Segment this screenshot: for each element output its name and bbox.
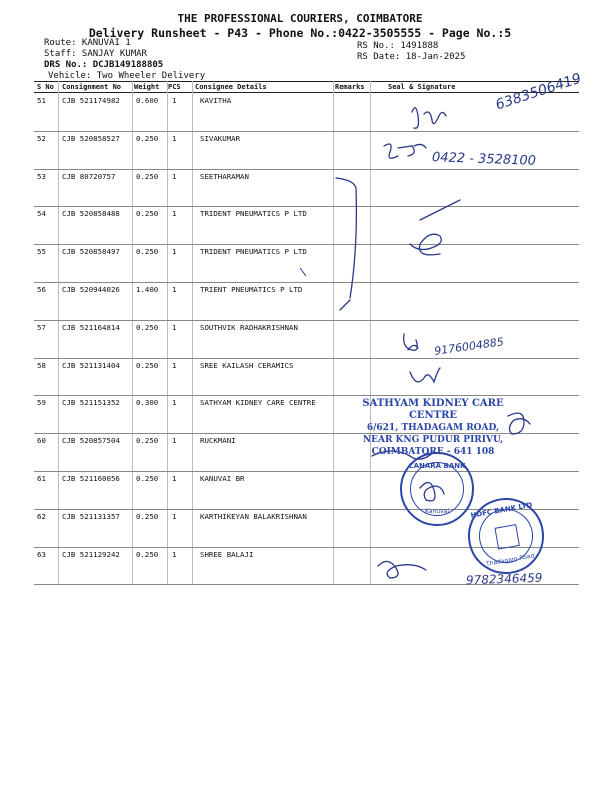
cell-det: SOUTHVIK RADHAKRISHNAN (200, 322, 298, 332)
cell-cons: CJB 521129242 (62, 549, 120, 559)
cell-det: TRIDENT PNEUMATICS P LTD (200, 247, 307, 257)
cell-sno: 62 (37, 511, 46, 521)
hdfc-logo-icon (494, 524, 519, 549)
cell-pcs: 1 (172, 322, 177, 332)
hdfc-bank-seal-branch: Thadagam Road (485, 552, 535, 568)
cell-det: SHREE BALAJI (200, 549, 254, 559)
cell-det: KARTHIKEYAN BALAKRISHNAN (200, 511, 307, 521)
vehicle-label: Vehicle: Two Wheeler Delivery (48, 71, 206, 81)
cell-det: SEETHARAMAN (200, 171, 249, 181)
cell-det: KANUVAI BR (200, 474, 245, 483)
cell-pcs: 1 (172, 247, 177, 257)
clinic-stamp-address: 6/621, THADAGAM ROAD, (366, 423, 500, 433)
cell-pcs: 1 (172, 209, 177, 219)
cell-pcs: 1 (172, 474, 177, 483)
cell-sno: 58 (37, 360, 46, 370)
cell-pcs: 1 (172, 398, 177, 408)
cell-det: RUCKMANI (200, 436, 236, 446)
route-label: Route: KANUVAI 1 (44, 38, 131, 48)
clinic-stamp-city: COIMBATORE - 641 108 (371, 447, 495, 457)
cell-wt: 0.250 (136, 549, 159, 559)
clinic-stamp-name: SATHYAM KIDNEY CARE CENTRE (362, 398, 504, 421)
handwritten-phone-1: 6383506419 (493, 70, 584, 114)
rs-date: RS Date: 18-Jan-2025 (357, 52, 466, 62)
hdfc-bank-seal-name: HDFC BANK LTD (470, 501, 533, 520)
cell-cons: CJB 521151352 (62, 398, 120, 408)
handwritten-phone-4: 9782346459 (465, 570, 543, 588)
cell-wt: 0.600 (136, 96, 159, 105)
cell-sno: 53 (37, 171, 46, 181)
cell-sno: 57 (37, 322, 46, 332)
cell-det: KAVITHA (200, 96, 232, 105)
cell-pcs: 1 (172, 511, 177, 521)
col-header-seal: Seal & Signature (388, 83, 456, 91)
cell-wt: 0.250 (136, 171, 159, 181)
cell-wt: 1.400 (136, 285, 159, 294)
handwritten-phone-3: 9176004885 (433, 335, 505, 358)
cell-sno: 54 (37, 209, 46, 219)
company-title: THE PROFESSIONAL COURIERS, COIMBATORE (177, 12, 423, 25)
cell-sno: 52 (37, 133, 46, 143)
cell-pcs: 1 (172, 96, 177, 105)
col-header-remarks: Remarks (335, 83, 365, 91)
cell-cons: CJB 520944026 (62, 285, 120, 294)
cell-sno: 59 (37, 398, 46, 408)
cell-det: TRIENT PNEUMATICS P LTD (200, 285, 303, 294)
cell-cons: CJB 521174982 (62, 96, 120, 105)
cell-sno: 55 (37, 247, 46, 257)
clinic-stamp (348, 398, 518, 458)
canara-bank-seal-branch: Kanuvai (424, 508, 449, 515)
col-header-sno: S No (37, 83, 54, 91)
cell-pcs: 1 (172, 360, 177, 370)
cell-wt: 0.250 (136, 247, 159, 257)
canara-bank-seal-name: CANARA BANK (408, 462, 466, 470)
cell-sno: 61 (37, 474, 46, 483)
cell-cons: CJB 520858527 (62, 133, 120, 143)
cell-cons: CJB 521131357 (62, 511, 120, 521)
cell-pcs: 1 (172, 436, 177, 446)
cell-wt: 0.300 (136, 398, 159, 408)
cell-cons: CJB 80720757 (62, 171, 116, 181)
cell-det: SIVAKUMAR (200, 133, 241, 143)
cell-wt: 0.250 (136, 209, 159, 219)
cell-pcs: 1 (172, 285, 177, 294)
col-header-weight: Weight (134, 83, 160, 91)
cell-wt: 0.250 (136, 436, 159, 446)
handwritten-phone-2: 0422 - 3528100 (431, 150, 537, 169)
col-header-pcs: PCS (168, 83, 181, 91)
staff-label: Staff: SANJAY KUMAR (44, 49, 147, 59)
cell-sno: 60 (37, 436, 46, 446)
cell-wt: 0.250 (136, 474, 159, 483)
cell-sno: 56 (37, 285, 46, 294)
cell-cons: CJB 520857504 (62, 436, 120, 446)
cell-det: SATHYAM KIDNEY CARE CENTRE (200, 398, 316, 408)
cell-cons: CJB 521131404 (62, 360, 120, 370)
cell-wt: 0.250 (136, 322, 159, 332)
cell-pcs: 1 (172, 133, 177, 143)
cell-det: SREE KAILASH CERAMICS (200, 360, 294, 370)
cell-pcs: 1 (172, 171, 177, 181)
col-header-consignment: Consignment No (62, 83, 122, 91)
cell-cons: CJB 520858488 (62, 209, 120, 219)
cell-wt: 0.250 (136, 133, 159, 143)
canara-bank-seal (400, 452, 474, 526)
runsheet-title: Delivery Runsheet - P43 - Phone No.:0422-3505555 - Page No.:5 (88, 26, 512, 40)
cell-pcs: 1 (172, 549, 177, 559)
cell-sno: 63 (37, 549, 46, 559)
col-header-details: Consignee Details (195, 83, 267, 91)
cell-cons: CJB 521164814 (62, 322, 120, 332)
clinic-stamp-landmark: NEAR KNG PUDUR PIRIVU, (362, 435, 504, 445)
cell-wt: 0.250 (136, 360, 159, 370)
cell-cons: CJB 520858497 (62, 247, 120, 257)
cell-det: TRIDENT PNEUMATICS P LTD (200, 209, 307, 219)
cell-wt: 0.250 (136, 511, 159, 521)
drs-number: DRS No.: DCJB149188805 (44, 60, 164, 70)
cell-sno: 51 (37, 96, 46, 105)
rs-number: RS No.: 1491888 (357, 41, 439, 51)
cell-cons: CJB 521160056 (62, 474, 120, 483)
